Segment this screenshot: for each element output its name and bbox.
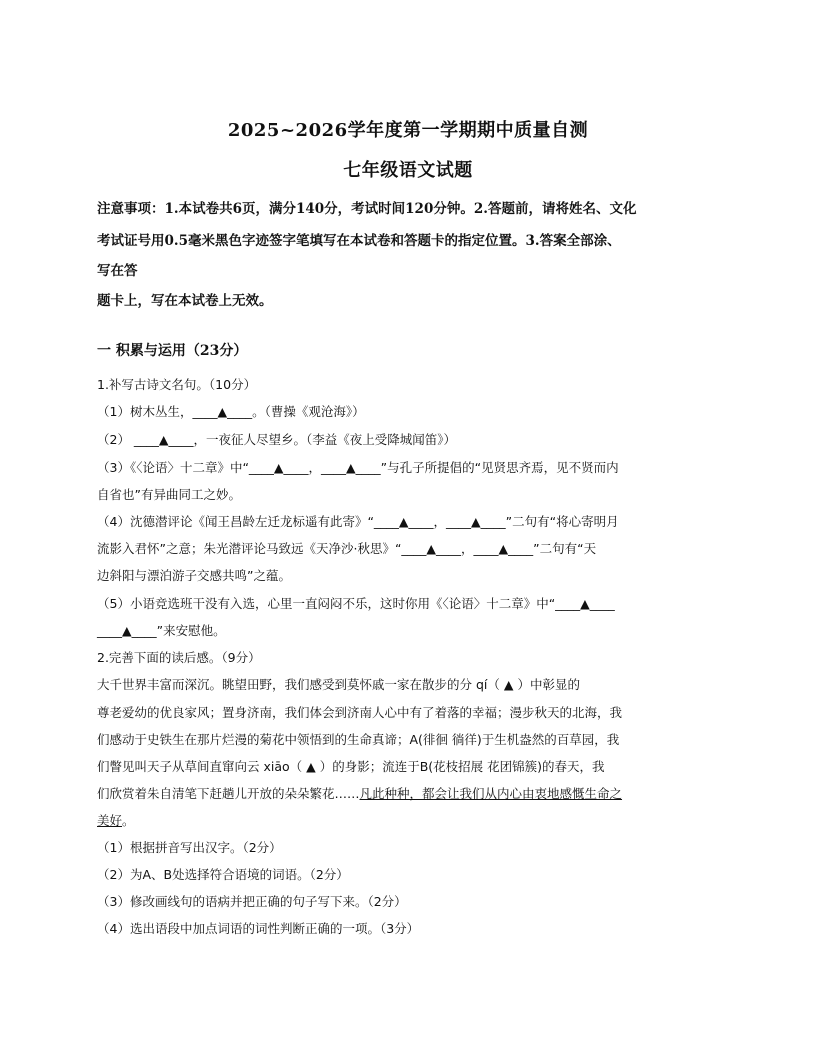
question-line: （2） ____▲____，一夜征人尽望乡。（李益《夜上受降城闻笛》） — [97, 432, 457, 447]
question-line: 边斜阳与漂泊游子交感共鸣”之蕴。 — [97, 568, 291, 583]
passage-line — [97, 784, 737, 802]
passage-line: 们感动于史铁生在那片烂漫的菊花中领悟到的生命真谛；A(徘徊 徜徉)于生机盎然的百草园，我 — [97, 732, 620, 747]
subquestion-line: （3）修改画线句的语病并把正确的句子写下来。（2分） — [97, 894, 407, 909]
question-line: （4）沈德潜评论《闻王昌龄左迁龙标遥有此寄》“____▲____，____▲____”二句有“将心寄明月 — [97, 514, 619, 529]
section-heading: 一 积累与运用（23分） — [97, 343, 248, 359]
passage-line — [97, 811, 737, 829]
question-line: 自省也”有异曲同工之妙。 — [97, 487, 241, 502]
question-line: （3）《〈论语〉十二章》中“____▲____，____▲____”与孔子所提倡的“见贤思齐焉，见不贤而内 — [97, 460, 619, 475]
passage-line: 大千世界丰富而深沉。眺望田野，我们感受到莫怀戚一家在散步的分 qí（ ▲ ）中彰显的 — [97, 677, 580, 692]
underlined-sentence-end: 美好 — [97, 813, 123, 828]
subquestion-line: （2）为A、B处选择符合语境的词语。（2分） — [97, 867, 349, 882]
passage-text: 们欣赏着朱自清笔下赶趟儿开放的朵朵繁花…… — [97, 786, 360, 801]
question-line: （5）小语竞选班干没有入选，心里一直闷闷不乐，这时你用《〈论语〉十二章》中“____▲____ — [97, 596, 615, 611]
passage-punct: 。 — [122, 813, 135, 828]
question-line: 流影入君怀”之意；朱光潜评论马致远《天净沙·秋思》“____▲____，____▲____”二句有“天 — [97, 541, 597, 556]
notice-line: 写在答 — [97, 263, 138, 279]
underlined-sentence: 凡此种种，都会让我们从内心由衷地感慨生命之 — [359, 786, 623, 801]
question-title: 2.完善下面的读后感。（9分） — [97, 650, 261, 665]
exam-subtitle: 七年级语文试题 — [343, 160, 473, 181]
subquestion-line: （1）根据拼音写出汉字。（2分） — [97, 840, 282, 855]
notice-line: 题卡上，写在本试卷上无效。 — [97, 293, 273, 309]
passage-line: 们瞥见叫天子从草间直窜向云 xiāo（ ▲ ）的身影；流连于B(花枝招展 花团锦簇)的春天，我 — [97, 759, 605, 774]
notice-line: 考试证号用0.5毫米黑色字迹签字笔填写在本试卷和答题卡的指定位置。3.答案全部涂、 — [97, 233, 621, 249]
exam-title: 2025~2026学年度第一学期期中质量自测 — [227, 120, 589, 141]
passage-line: 尊老爱幼的优良家风；置身济南，我们体会到济南人心中有了着落的幸福；漫步秋天的北海，我 — [97, 705, 623, 720]
subquestion-line: （4）选出语段中加点词语的词性判断正确的一项。（3分） — [97, 921, 420, 936]
question-title: 1.补写古诗文名句。（10分） — [97, 377, 257, 392]
question-line: （1）树木丛生，____▲____。（曹操《观沧海》） — [97, 404, 365, 419]
question-line: ____▲____”来安慰他。 — [97, 623, 226, 638]
notice-line: 注意事项：1.本试卷共6页，满分140分，考试时间120分钟。2.答题前，请将姓名、文化 — [97, 201, 637, 217]
